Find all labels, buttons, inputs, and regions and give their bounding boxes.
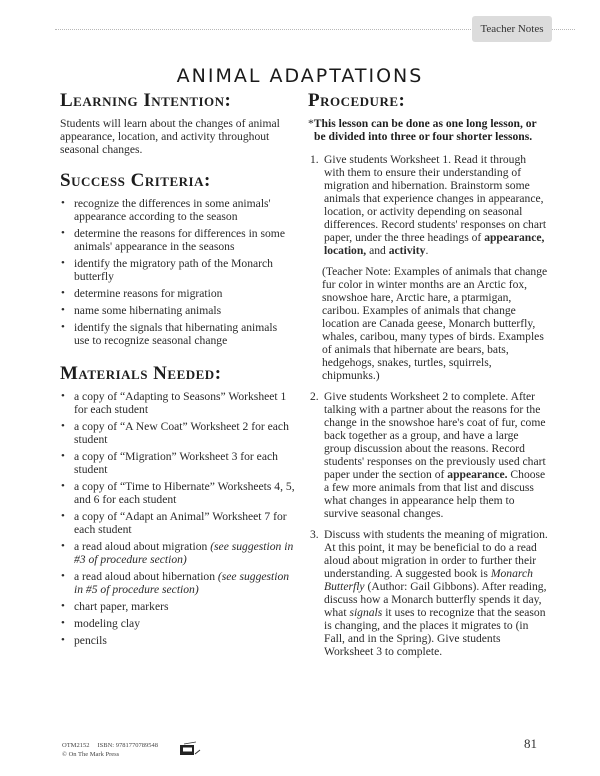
teacher-notes-tab: Teacher Notes <box>472 16 552 42</box>
list-item: • a copy of “Time to Hibernate” Worksheets 4, 5, and 6 for each student <box>74 480 295 506</box>
step-number: 3. <box>310 528 319 541</box>
list-item: • modeling clay <box>74 617 295 630</box>
materials-needed-section <box>60 363 295 647</box>
procedure-steps <box>308 153 548 658</box>
isbn: ISBN: 9781770789548 <box>97 742 158 749</box>
list-item: • a copy of “Adapting to Seasons” Worksheet 1 for each student <box>74 390 295 416</box>
procedure-reference: (see suggestion in #5 of procedure section) <box>74 570 290 596</box>
list-item: • chart paper, markers <box>74 600 295 613</box>
list-item: • recognize the differences in some animals' appearance according to the season <box>74 197 295 223</box>
lesson-length-note: *This lesson can be done as one long lesson, or be divided into three or four shorter lessons. <box>308 117 537 143</box>
list-item: • name some hibernating animals <box>74 304 295 317</box>
procedure-step: 2. Give students Worksheet 2 to complete. After talking with a partner about the reasons for the change in the snowshoe hare's coat of fur, come back together as a group, and have a large group discussion about the reasons. Record students' responses on the previously used chart paper under the section of appearance. Choose a few more animals from that list and discuss what changes in appearance help them to survive seasonal changes. <box>310 390 546 520</box>
footer-publication-info <box>62 741 158 759</box>
book-title: Monarch Butterfly <box>324 567 533 593</box>
list-item: • pencils <box>74 634 295 647</box>
procedure-step: 3. Discuss with students the meaning of migration. At this point, it may be beneficial to do a read aloud about migration in order to further their understanding. A suggested book is Monarch Butterfly (Author: Gail Gibbons). After reading, discuss how a Monarch butterfly spends it day, what signals it uses to recognize that the season is changing, and the places it migrates to (in Fall, and in the Spring). Give students Worksheet 3 to complete. <box>310 528 548 658</box>
success-criteria-list <box>60 197 295 347</box>
procedure-reference: (see suggestion in #3 of procedure section) <box>74 540 294 566</box>
list-item: • a copy of “A New Coat” Worksheet 2 for each student <box>74 420 295 446</box>
materials-list <box>60 390 295 647</box>
procedure-heading: Procedure: <box>308 90 406 111</box>
list-item: • identify the migratory path of the Monarch butterfly <box>74 257 295 283</box>
learning-intention-heading: Learning Intention: <box>60 90 232 111</box>
publisher: © On The Mark Press <box>62 751 120 758</box>
list-item: • determine the reasons for differences in some animals' appearance in the seasons <box>74 227 295 253</box>
asterisk: * <box>308 117 314 130</box>
list-item: • a copy of “Adapt an Animal” Worksheet 7 for each student <box>74 510 295 536</box>
learning-intention-section <box>60 90 295 156</box>
procedure-section <box>308 90 548 658</box>
list-item: • a read aloud about migration (see suggestion in #3 of procedure section) <box>74 540 295 566</box>
right-column <box>308 90 548 666</box>
left-column <box>60 90 295 651</box>
list-item: • identify the signals that hibernating animals use to recognize seasonal change <box>74 321 295 347</box>
page-title: ANIMAL ADAPTATIONS <box>176 64 424 87</box>
page-number: 81 <box>524 736 537 751</box>
reproducible-icon <box>178 741 202 757</box>
list-item: • a read aloud about hibernation (see suggestion in #5 of procedure section) <box>74 570 295 596</box>
step-number: 1. <box>310 153 319 166</box>
procedure-step: 1. Give students Worksheet 1. Read it through with them to ensure their understanding of migration and hibernation. Brainstorm some animals that experience changes in appearance, location, or activity depending on seasonal differences. Record students' responses on chart paper, under the three headings of appearance, location, and activity. (Teacher Note: Examples of animals that change fur color in winter months are an Arctic fox, snowshoe hare, Arctic hare, a ptarmigan, caribou. Examples of animals that change location are Canada geese, Monarch butterfly, whales, caribou, many types of birds. Examples of animals that hibernate are bears, bats, hedgehogs, snakes, turtles, squirrels, chipmunks.) <box>310 153 548 382</box>
list-item: • determine reasons for migration <box>74 287 295 300</box>
materials-needed-heading: Materials Needed: <box>60 363 222 384</box>
teacher-note: (Teacher Note: Examples of animals that change fur color in winter months are an Arctic fox, snowshoe hare, Arctic hare, a ptarmigan, caribou. Examples of animals that change location are Canada geese, Monarch butterfly, whales, caribou, many types of birds. Examples of animals that hibernate are bears, bats, hedgehogs, snakes, turtles, squirrels, chipmunks.) <box>322 265 548 382</box>
list-item: • a copy of “Migration” Worksheet 3 for each student <box>74 450 295 476</box>
step-number: 2. <box>310 390 319 403</box>
learning-intention-text: Students will learn about the changes of animal appearance, location, and activity throughout seasonal changes. <box>60 117 280 156</box>
product-code: OTM2152 <box>62 742 90 749</box>
success-criteria-heading: Success Criteria: <box>60 170 211 191</box>
success-criteria-section <box>60 170 295 347</box>
